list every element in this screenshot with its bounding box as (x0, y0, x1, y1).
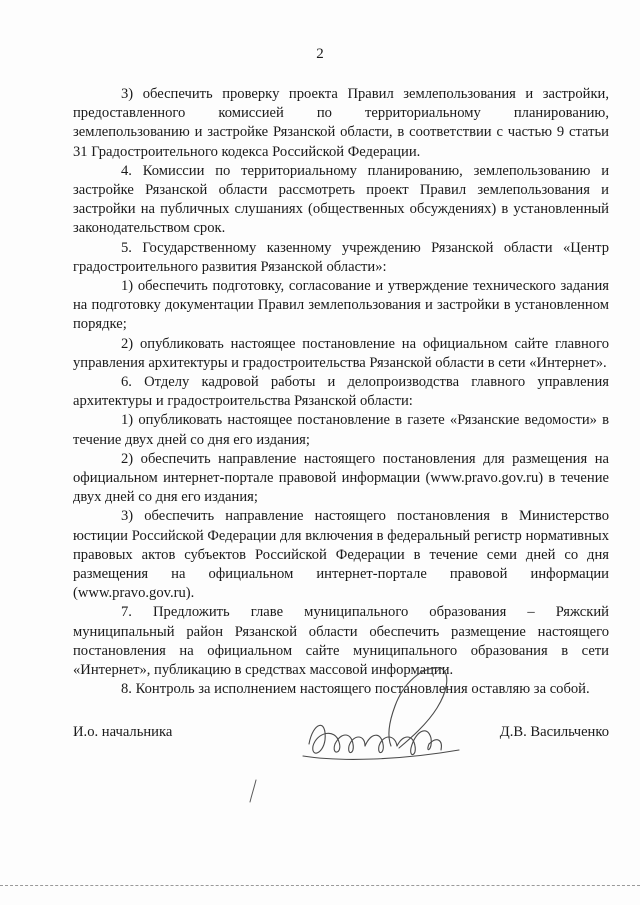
paragraph-5: 5. Государственному казенному учреждению Рязанской области «Центр градостроительного развития Рязанской области»: (73, 239, 609, 275)
paragraph-6-2: 2) обеспечить направление настоящего постановления для размещения на официальном интернет-портале правовой информации (www.pravo.gov.ru) в течение двух дней со дня его издания; (73, 450, 609, 506)
paragraph-4: 4. Комиссии по территориальному планированию, землепользованию и застройке Рязанской области рассмотреть проект Правил землепользования и застройки на публичных слушаниях (общественных обсуждениях) в установленный законодательством срок. (73, 162, 609, 237)
handwritten-signature (291, 662, 471, 772)
paragraph-3: 3) обеспечить проверку проекта Правил землепользования и застройки, предоставленного комиссией по территориальному планированию, землепользованию и застройке Рязанской области, в соответствии с частью 9 статьи 31 Градостроительного кодекса Российской Федерации. (73, 86, 609, 160)
document-body (73, 85, 609, 700)
paragraph-7: 7. Предложить главе муниципального образования – Ряжский муниципальный район Рязанской области обеспечить размещение настоящего постановления на официальном сайте муниципального образования в сети «Интернет», публикацию в средствах массовой информации. (73, 604, 609, 679)
signature-block (73, 722, 609, 782)
paragraph-6: 6. Отделу кадровой работы и делопроизводства главного управления архитектуры и градостроительства Рязанской области: (73, 374, 609, 410)
page-number: 2 (316, 46, 324, 62)
paragraph-6-3: 3) обеспечить направление настоящего постановления в Министерство юстиции Российской Федерации для включения в федеральный регистр нормативных правовых актов субъектов Российской Федерации в течение семи дней со дня размещения на официальном интернет-портале правовой информации (www.pravo.gov.ru). (73, 508, 609, 602)
scan-edge-line (0, 885, 640, 887)
paragraph-5-1: 1) обеспечить подготовку, согласование и утверждение технического задания на подготовку документации Правил землепользования и застройки в установленном порядке; (73, 278, 609, 333)
signatory-name: Д.В. Васильченко (499, 724, 609, 740)
paragraph-6-1: 1) опубликовать настоящее постановление в газете «Рязанские ведомости» в течение двух дней со дня его издания; (73, 412, 609, 448)
stray-pen-mark (246, 778, 260, 804)
signatory-title: И.о. начальника (73, 724, 173, 740)
paragraph-5-2: 2) опубликовать настоящее постановление на официальном сайте главного управления архитектуры и градостроительства Рязанской области в сети «Интернет». (73, 335, 609, 371)
paragraph-8: 8. Контроль за исполнением настоящего постановления оставляю за собой. (121, 681, 590, 698)
